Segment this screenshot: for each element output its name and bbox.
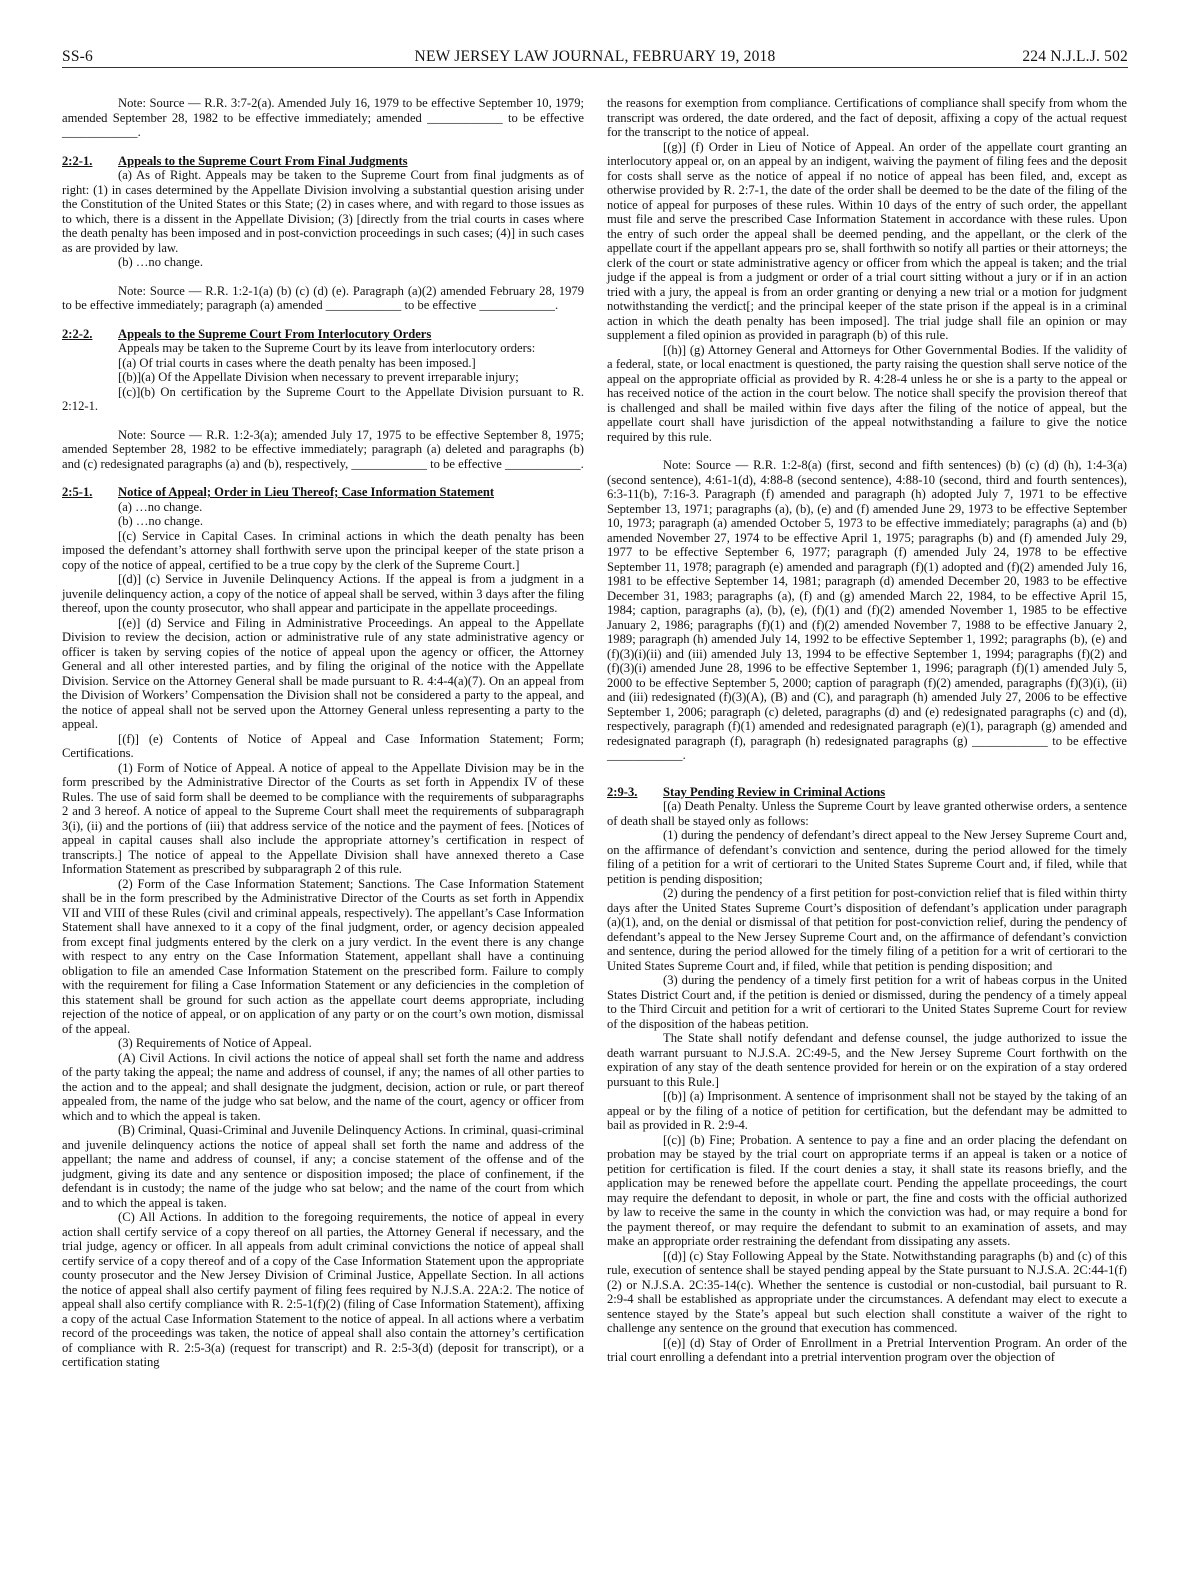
rule-paragraph: [(b)](a) Of the Appellate Division when necessary to prevent irreparable injury; [118,370,519,384]
rule-paragraph: [(h)] (g) Attorney General and Attorneys for Other Governmental Bodies. If the validity of a federal, state, or local enactment is questioned, the party raising the question shall serve notice of the appeal on the appropriate official as provided by R. 4:28-4 unless he or she is a party to the appeal or has received notice of the action in the court below. The notice shall specify the provision thereof that is challenged and shall be mailed within five days after the filing of the notice of appeal, but the appellate court shall have jurisdiction of the appeal notwithstanding a failure to give the notice required by this rule. [607,342,1127,444]
rule-number: 2:9-3. [607,784,638,799]
note-paragraph: Note: Source — R.R. 1:2-8(a) (first, second and fifth sentences) (b) (c) (d) (h), 1:4-3(a) (second sentence), 4:61-1(d), 4:88-8 (second sentence), 4:88-10 (second, third and fourth sentences), 6:3-11(b), 7:16-3. Paragraph (f) amended and paragraph (h) adopted July 7, 1971 to be effective September 13, 1971; paragraphs (a), (b), (e) and (f) amended June 29, 1973 to be effective September 10, 1973; paragraph (a) amended October 5, 1973 to be effective immediately; paragraphs (a) and (b) amended November 27, 1974 to be effective April 1, 1975; paragraphs (b) and (f) amended July 29, 1977 to be effective September 6, 1977; paragraph (f) amended July 24, 1978 to be effective September 11, 1978; paragraph (e) amended and paragraph (f)(1) adopted and (f)(2) amended July 16, 1981 to be effective September 14, 1981; paragraph (d) amended December 20, 1983 to be effective December 31, 1983; paragraphs (a), (f) and (g) amended March 22, 1984, to be effective April 15, 1984; caption, paragraphs (a), (b), (e), (f)(1) and (f)(2) amended November 1, 1985 to be effective January 2, 1986; paragraphs (f)(1) and (f)(2) amended November 7, 1988 to be effective January 2, 1989; paragraph (h) amended July 14, 1992 to be effective September 1, 1992; paragraphs (b), (e) and (f)(3)(i)(ii) and (iii) amended July 13, 1994 to be effective September 1, 1994; paragraphs (f)(2) and (f)(3)(i) amended June 28, 1996 to be effective September 1, 1996; paragraph (f)(1) amended July 5, 2000 to be effective September 5, 2000; caption of paragraph (f)(2) amended, paragraphs (f)(3)(i), (ii) and (iii) redesignated (f)(3)(A), (B) and (C), and paragraph (h) amended July 27, 2006 to be effective September 1, 2006; paragraph (c) deleted, paragraphs (d) and (e) redesignated paragraphs (c) and (d), respectively, paragraph (f)(1) amended and redesignated paragraph (e)(1), paragraph (g) amended and redesignated paragraph (f), paragraph (h) redesignated paragraphs (g) ____________ to be effective ____________. [607,458,1127,762]
rule-paragraph: (B) Criminal, Quasi-Criminal and Juvenile Delinquency Actions. In criminal, quasi-criminal and juvenile delinquency actions the notice of appeal shall set forth the name and address of the appellant; the name and address of counsel, if any; a concise statement of the offense and of the judgment, giving its date and any sentence or disposition imposed; the place of confinement, if the defendant is in custody; the name of the judge who sat below; and the name of the court from which and to which the appeal is taken. [62,1123,584,1210]
rule-title: Notice of Appeal; Order in Lieu Thereof; Case Information Statement [118,485,495,499]
rule-paragraph: the reasons for exemption from compliance. Certifications of compliance shall specify from whom the transcript was ordered, the date ordered, and the fact of deposit, affixing a copy of the actual request for the transcript to the notice of appeal. [607,96,1127,139]
rule-paragraph: [(d)] (c) Service in Juvenile Delinquency Actions. If the appeal is from a judgment in a juvenile delinquency action, a copy of the notice of appeal shall be served, within 3 days after the filing thereof, upon the county prosecutor, who shall appear and participate in the appellate proceedings. [62,572,584,615]
rule-paragraph: [(f)] (e) Contents of Notice of Appeal and Case Information Statement; Form; Certifications. [62,731,584,760]
rule-heading-2-5-1 [62,485,584,500]
rule-paragraph: (a) As of Right. Appeals may be taken to the Supreme Court from final judgments as of right: (1) in cases determined by the Appellate Division involving a substantial question arising under the Constitution of the United States or this State; (2) in cases where, and with regard to those issues as to which, there is a dissent in the Appellate Division; (3) [directly from the trial courts in cases where the death penalty has been imposed and in post-conviction proceedings in such cases; (4)] in such cases as are provided by law. [62,168,584,255]
rule-paragraph: (2) during the pendency of a first petition for post-conviction relief that is filed within thirty days after the United States Supreme Court’s disposition of defendant’s application under paragraph (a)(1), and, on the denial or dismissal of that petition for post-conviction relief, during the pendency of defendant’s appeal to the New Jersey Supreme Court and, on the affirmance of defendant’s conviction and sentence, during the period allowed for the timely filing of a petition for a writ of certiorari to the United States Supreme Court and, if filed, while that petition is pending disposition; and [607,886,1127,973]
rule-paragraph: [(g)] (f) Order in Lieu of Notice of Appeal. An order of the appellate court granting an interlocutory appeal or, on an appeal by an indigent, waiving the payment of filing fees and the deposit for costs shall serve as the notice of appeal if no notice of appeal has been filed, and, except as otherwise provided by R. 2:7-1, the date of the order shall be deemed to be the date of the filing of the notice of appeal for purposes of these rules. Within 10 days of the entry of such order, the appellant must file and serve the prescribed Case Information Statement in accordance with these rules. Upon the entry of such order the appeal shall be deemed pending, and the appellant, or the clerk of the appellate court if the appellant appears pro se, shall forthwith so notify all parties or their attorneys; the clerk of the court or state administrative agency or officer from which the appeal is taken; and the trial judge if the appeal is from a judgment or order of a trial court sitting without a jury or if in an action tried with a jury, the appeal is from an order granting or denying a new trial or a motion for judgment notwithstanding the verdict[; and the principal keeper of the state prison if the appeal is in a criminal action in which the death penalty has been imposed]. The trial judge shall file an opinion or may supplement a filed opinion as provided in paragraph (b) of this rule. [607,139,1127,342]
rule-heading-2-2-2 [62,327,584,342]
rule-paragraph: (1) Form of Notice of Appeal. A notice of appeal to the Appellate Division may be in the form prescribed by the Administrative Director of the Courts as set forth in Appendix IV of these Rules. The use of said form shall be deemed to be compliance with the requirements of subparagraphs 2 and 3 hereof. A notice of appeal to the Supreme Court shall meet the requirements of subparagraph 3(i), (ii) and the portions of (iii) that address service of the notice and the payment of fees. [Notices of appeal in capital causes shall also include the appropriate attorney’s certification in respect of transcripts.] The notice of appeal to the Appellate Division shall have annexed thereto a Case Information Statement as prescribed by subparagraph 2 of this rule. [62,760,584,876]
rule-number: 2:2-1. [62,153,93,168]
rule-heading-2-2-1 [62,154,584,169]
rule-paragraph: [(e)] (d) Service and Filing in Administrative Proceedings. An appeal to the Appellate Division to review the decision, action or administrative rule of any state administrative agency or officer is taken by serving copies of the notice of appeal upon the agency or officer, the Attorney General and all other interested parties, and by filing the original of the notice with the Appellate Division. Service on the Attorney General shall be made pursuant to R. 4:4-4(a)(7). On an appeal from the Division of Workers’ Compensation the Division shall not be considered a party to the appeal, and the notice of appeal shall not be served upon the Attorney General unless representing a party to the appeal. [62,615,584,731]
rule-heading-2-9-3 [607,785,1127,800]
rule-paragraph: (b) …no change. [118,514,203,528]
rule-paragraph: [(e)] (d) Stay of Order of Enrollment in a Pretrial Intervention Program. An order of the trial court enrolling a defendant into a pretrial intervention program over the objection of [607,1335,1127,1364]
rule-paragraph: Appeals may be taken to the Supreme Court by its leave from interlocutory orders: [118,341,536,355]
rule-paragraph: [(d)] (c) Stay Following Appeal by the State. Notwithstanding paragraphs (b) and (c) of this rule, execution of sentence shall be stayed pending appeal by the State pursuant to N.J.S.A. 2C:44-1(f)(2) or N.J.S.A. 2C:35-14(c). Whether the sentence is custodial or non-custodial, bail pursuant to R. 2:9-4 shall be established as appropriate under the circumstances. A defendant may elect to execute a sentence stayed by the State’s appeal but such election shall constitute a waiver of the right to challenge any sentence on the ground that execution has commenced. [607,1248,1127,1335]
rule-paragraph: (3) Requirements of Notice of Appeal. [118,1036,312,1050]
page-number: SS-6 [62,48,93,65]
rule-number: 2:5-1. [62,485,93,499]
rule-paragraph: (2) Form of the Case Information Statement; Sanctions. The Case Information Statement shall be in the form prescribed by the Administrative Director of the Courts as set forth in Appendix VII and VIII of these Rules (civil and criminal appeals, respectively). The appellant’s Case Information Statement shall have annexed to it a copy of the final judgment, order, or agency decision appealed from except final judgments entered by the clerk on a jury verdict. In the event there is any change with respect to any entry on the Case Information Statement, appellant shall have a continuing obligation to file an amended Case Information Statement on the prescribed form. Failure to comply with the requirement for filing a Case Information Statement or any deficiencies in the completion of this statement shall be ground for such action as the appellate court deems appropriate, including rejection of the notice of appeal, or on application of any party or on the court’s own motion, dismissal of the appeal. [62,876,584,1036]
note-paragraph: Note: Source — R.R. 1:2-1(a) (b) (c) (d) (e). Paragraph (a)(2) amended February 28, 1979 to be effective immediately; paragraph (a) amended ____________ to be effective ____________. [62,283,584,312]
rule-paragraph: (b) …no change. [118,255,203,269]
citation: 224 N.J.L.J. 502 [1022,48,1128,65]
rule-paragraph: [(c)] (b) Fine; Probation. A sentence to pay a fine and an order placing the defendant on probation may be stayed by the trial court on appropriate terms if an appeal is taken or a notice of petition for certification is filed. If the court denies a stay, it shall state its reasons briefly, and the application may be renewed before the appellate court. Pending the appellate proceedings, the court may require the defendant to deposit, in whole or part, the fine and costs with the official authorized by law to receive the same in the county in which the conviction was had, or may require a bond for the payment thereof, or may require the defendant to submit to an examination of assets, and may make an appropriate order restraining the defendant from dissipating any assets. [607,1132,1127,1248]
rule-title: Stay Pending Review in Criminal Actions [663,784,886,799]
right-column [607,96,1127,1365]
rule-paragraph: [(c)](b) On certification by the Supreme Court to the Appellate Division pursuant to R. 2:12-1. [62,384,584,413]
rule-paragraph: (C) All Actions. In addition to the foregoing requirements, the notice of appeal in every action shall certify service of a copy thereof on all parties, the Attorney General if necessary, and the trial judge, agency or officer. In all appeals from adult criminal convictions the notice of appeal shall certify service of a copy thereof and of a copy of the Case Information Statement upon the appropriate county prosecutor and the New Jersey Division of Criminal Justice, Appellate Section. In all actions the notice of appeal shall also certify payment of filing fees required by N.J.S.A. 22A:2. The notice of appeal shall also certify compliance with R. 2:5-1(f)(2) (filing of Case Information Statement), affixing a copy of the actual Case Information Statement to the notice of appeal. In all actions where a verbatim record of the proceedings was taken, the notice of appeal shall also contain the attorney’s certification of compliance with R. 2:5-3(a) (request for transcript) and R. 2:5-3(d) (deposit for transcript), or a certification stating [62,1210,584,1369]
rule-paragraph: (A) Civil Actions. In civil actions the notice of appeal shall set forth the name and address of the party taking the appeal; the name and address of counsel, if any; the names of all other parties to the action and to the appeal; and shall designate the judgment, decision, action or rule, or part thereof appealed from, the name of the judge who sat below, and the name of the court, agency or officer from which and to which the appeal is taken. [62,1050,584,1123]
rule-paragraph: (1) during the pendency of defendant’s direct appeal to the New Jersey Supreme Court and, on the affirmance of defendant’s conviction and sentence, during the period allowed for the timely filing of a petition for a writ of certiorari to the United States Supreme Court and, if filed, while that petition is pending disposition; [607,828,1127,886]
note-paragraph: Note: Source — R.R. 1:2-3(a); amended July 17, 1975 to be effective September 8, 1975; amended September 28, 1982 to be effective immediately; paragraph (a) deleted and paragraphs (b) and (c) redesignated paragraphs (a) and (b), respectively, ____________ to be effective ____________. [62,427,584,471]
note-paragraph: Note: Source — R.R. 3:7-2(a). Amended July 16, 1979 to be effective September 10, 1979; amended September 28, 1982 to be effective immediately; amended ____________ to be effective ____________. [62,96,584,139]
rule-paragraph: The State shall notify defendant and defense counsel, the judge authorized to issue the death warrant pursuant to N.J.S.A. 2C:49-5, and the New Jersey Supreme Court forthwith on the expiration of any stay of the death sentence provided for herein or on the expiration of a stay ordered pursuant to this Rule.] [607,1031,1127,1089]
rule-number: 2:2-2. [62,326,93,341]
rule-title: Appeals to the Supreme Court From Interlocutory Orders [118,326,432,341]
rule-paragraph: [(a) Of trial courts in cases where the death penalty has been imposed.] [118,355,476,370]
publication-title: NEW JERSEY LAW JOURNAL, FEBRUARY 19, 2018 [414,48,776,65]
rule-paragraph: (a) …no change. [118,499,203,514]
left-column [62,96,584,1370]
rule-paragraph: [(b)] (a) Imprisonment. A sentence of imprisonment shall not be stayed by the taking of an appeal or by the filing of a notice of petition for certification, but the defendant may be admitted to bail as provided in R. 2:9-4. [607,1089,1127,1132]
header-divider [62,67,1128,68]
rule-paragraph: [(c) Service in Capital Cases. In criminal actions in which the death penalty has been imposed the defendant’s attorney shall forthwith serve upon the principal keeper of the state prison a copy of the notice of appeal, certified to be a true copy by the clerk of the Supreme Court.] [62,528,584,572]
rule-title: Appeals to the Supreme Court From Final Judgments [118,153,408,168]
rule-paragraph: [(a) Death Penalty. Unless the Supreme Court by leave granted otherwise orders, a sentence of death shall be stayed only as follows: [607,799,1127,828]
rule-paragraph: (3) during the pendency of a timely first petition for a writ of habeas corpus in the United States District Court and, if the petition is denied or dismissed, during the pendency of a timely appeal to the Third Circuit and petition for a writ of certiorari to the United States Supreme Court for review of the disposition of the habeas petition. [607,973,1127,1031]
